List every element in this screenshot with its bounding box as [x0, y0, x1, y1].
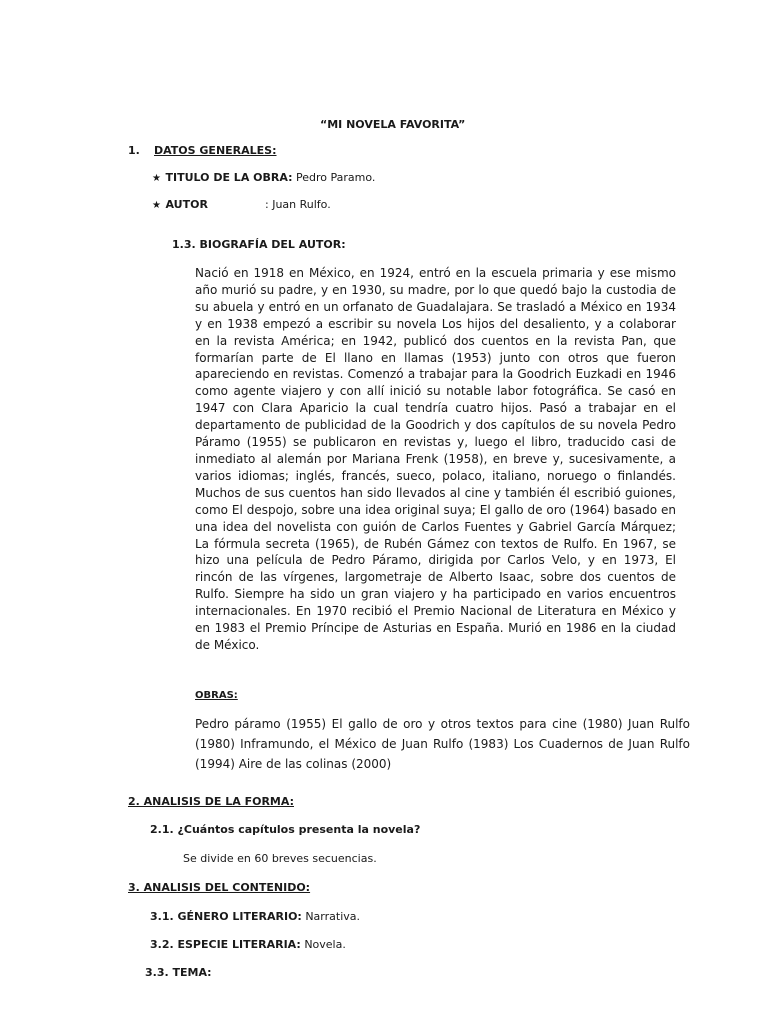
especie-value: Novela.: [304, 938, 346, 951]
autor-value: : Juan Rulfo.: [265, 198, 331, 211]
bio-heading: 1.3. BIOGRAFÍA DEL AUTOR:: [172, 238, 346, 251]
titulo-label: TITULO DE LA OBRA:: [165, 171, 293, 184]
bio-paragraph: Nació en 1918 en México, en 1924, entró en la escuela primaria y ese mismo año murió su padre, y en 1930, su madre, por lo que quedó bajo la custodia de su abuela y entró en un orfanato de Guadalajara. Se trasladó a México en 1934 y en 1938 empezó a escribir su novela Los hijos del desaliento, y a colaborar en la revista América; en 1942, publicó dos cuentos en la revista Pan, que formarían parte de El llano en llamas (1953) junto con otros que fueron apareciendo en revistas. Comenzó a trabajar para la Goodrich Euzkadi en 1946 como agente viajero y con allí inició su notable labor fotográfica. Se casó en 1947 con Clara Aparicio la cual tendría cuatro hijos. Pasó a trabajar en el departamento de publicidad de la Goodrich y dos capítulos de su novela Pedro Páramo (1955) se publicaron en revistas y, luego el libro, traducido casi de inmediato al alemán por Mariana Frenk (1958), en breve y, sucesivamente, a varios idiomas; inglés, francés, sueco, polaco, italiano, noruego o finlandés. Muchos de sus cuentos han sido llevados al cine y también él escribió guiones, como El despojo, sobre una idea original suya; El gallo de oro (1964) basado en una idea del novelista con guión de Carlos Fuentes y Gabriel García Márquez; La fórmula secreta (1965), de Rubén Gámez con textos de Rulfo. En 1967, se hizo una película de Pedro Páramo, dirigida por Carlos Velo, y en 1973, El rincón de las vírgenes, largometraje de Alberto Isaac, sobre dos cuentos de Rulfo. Siempre ha sido un gran viajero y ha participado en varios encuentros internacionales. En 1970 recibió el Premio Nacional de Literatura en México y en 1983 el Premio Príncipe de Asturias en España. Murió en 1986 en la ciudad de México.: [195, 266, 676, 652]
section-3-heading: 3. ANALISIS DEL CONTENIDO:: [128, 881, 311, 894]
tema-label: 3.3. TEMA:: [145, 966, 212, 979]
star-icon: ★: [152, 173, 161, 184]
titulo-row: [152, 171, 375, 184]
obras-paragraph: Pedro páramo (1955) El gallo de oro y otros textos para cine (1980) Juan Rulfo (1980) Inframundo, el México de Juan Rulfo (1983) Los Cuadernos de Juan Rulfo (1994) Aire de las colinas (2000): [195, 717, 690, 771]
genero-value: Narrativa.: [305, 910, 361, 923]
page-title: “MI NOVELA FAVORITA”: [320, 118, 466, 131]
section-1-number: 1.: [128, 144, 140, 157]
chapters-answer: Se divide en 60 breves secuencias.: [183, 852, 377, 865]
autor-row: [152, 198, 208, 211]
especie-label: 3.2. ESPECIE LITERARIA:: [150, 938, 301, 951]
obras-heading: OBRAS:: [195, 690, 238, 701]
autor-label: AUTOR: [165, 198, 208, 211]
chapters-question: 2.1. ¿Cuántos capítulos presenta la novela?: [150, 823, 421, 836]
section-2-heading: 2. ANALISIS DE LA FORMA:: [128, 795, 294, 808]
genero-label: 3.1. GÉNERO LITERARIO:: [150, 910, 302, 923]
titulo-value: Pedro Paramo.: [295, 171, 376, 184]
section-1-heading: DATOS GENERALES:: [154, 144, 277, 157]
star-icon: ★: [152, 200, 161, 211]
genero-row: [150, 910, 360, 923]
especie-row: [150, 938, 346, 951]
